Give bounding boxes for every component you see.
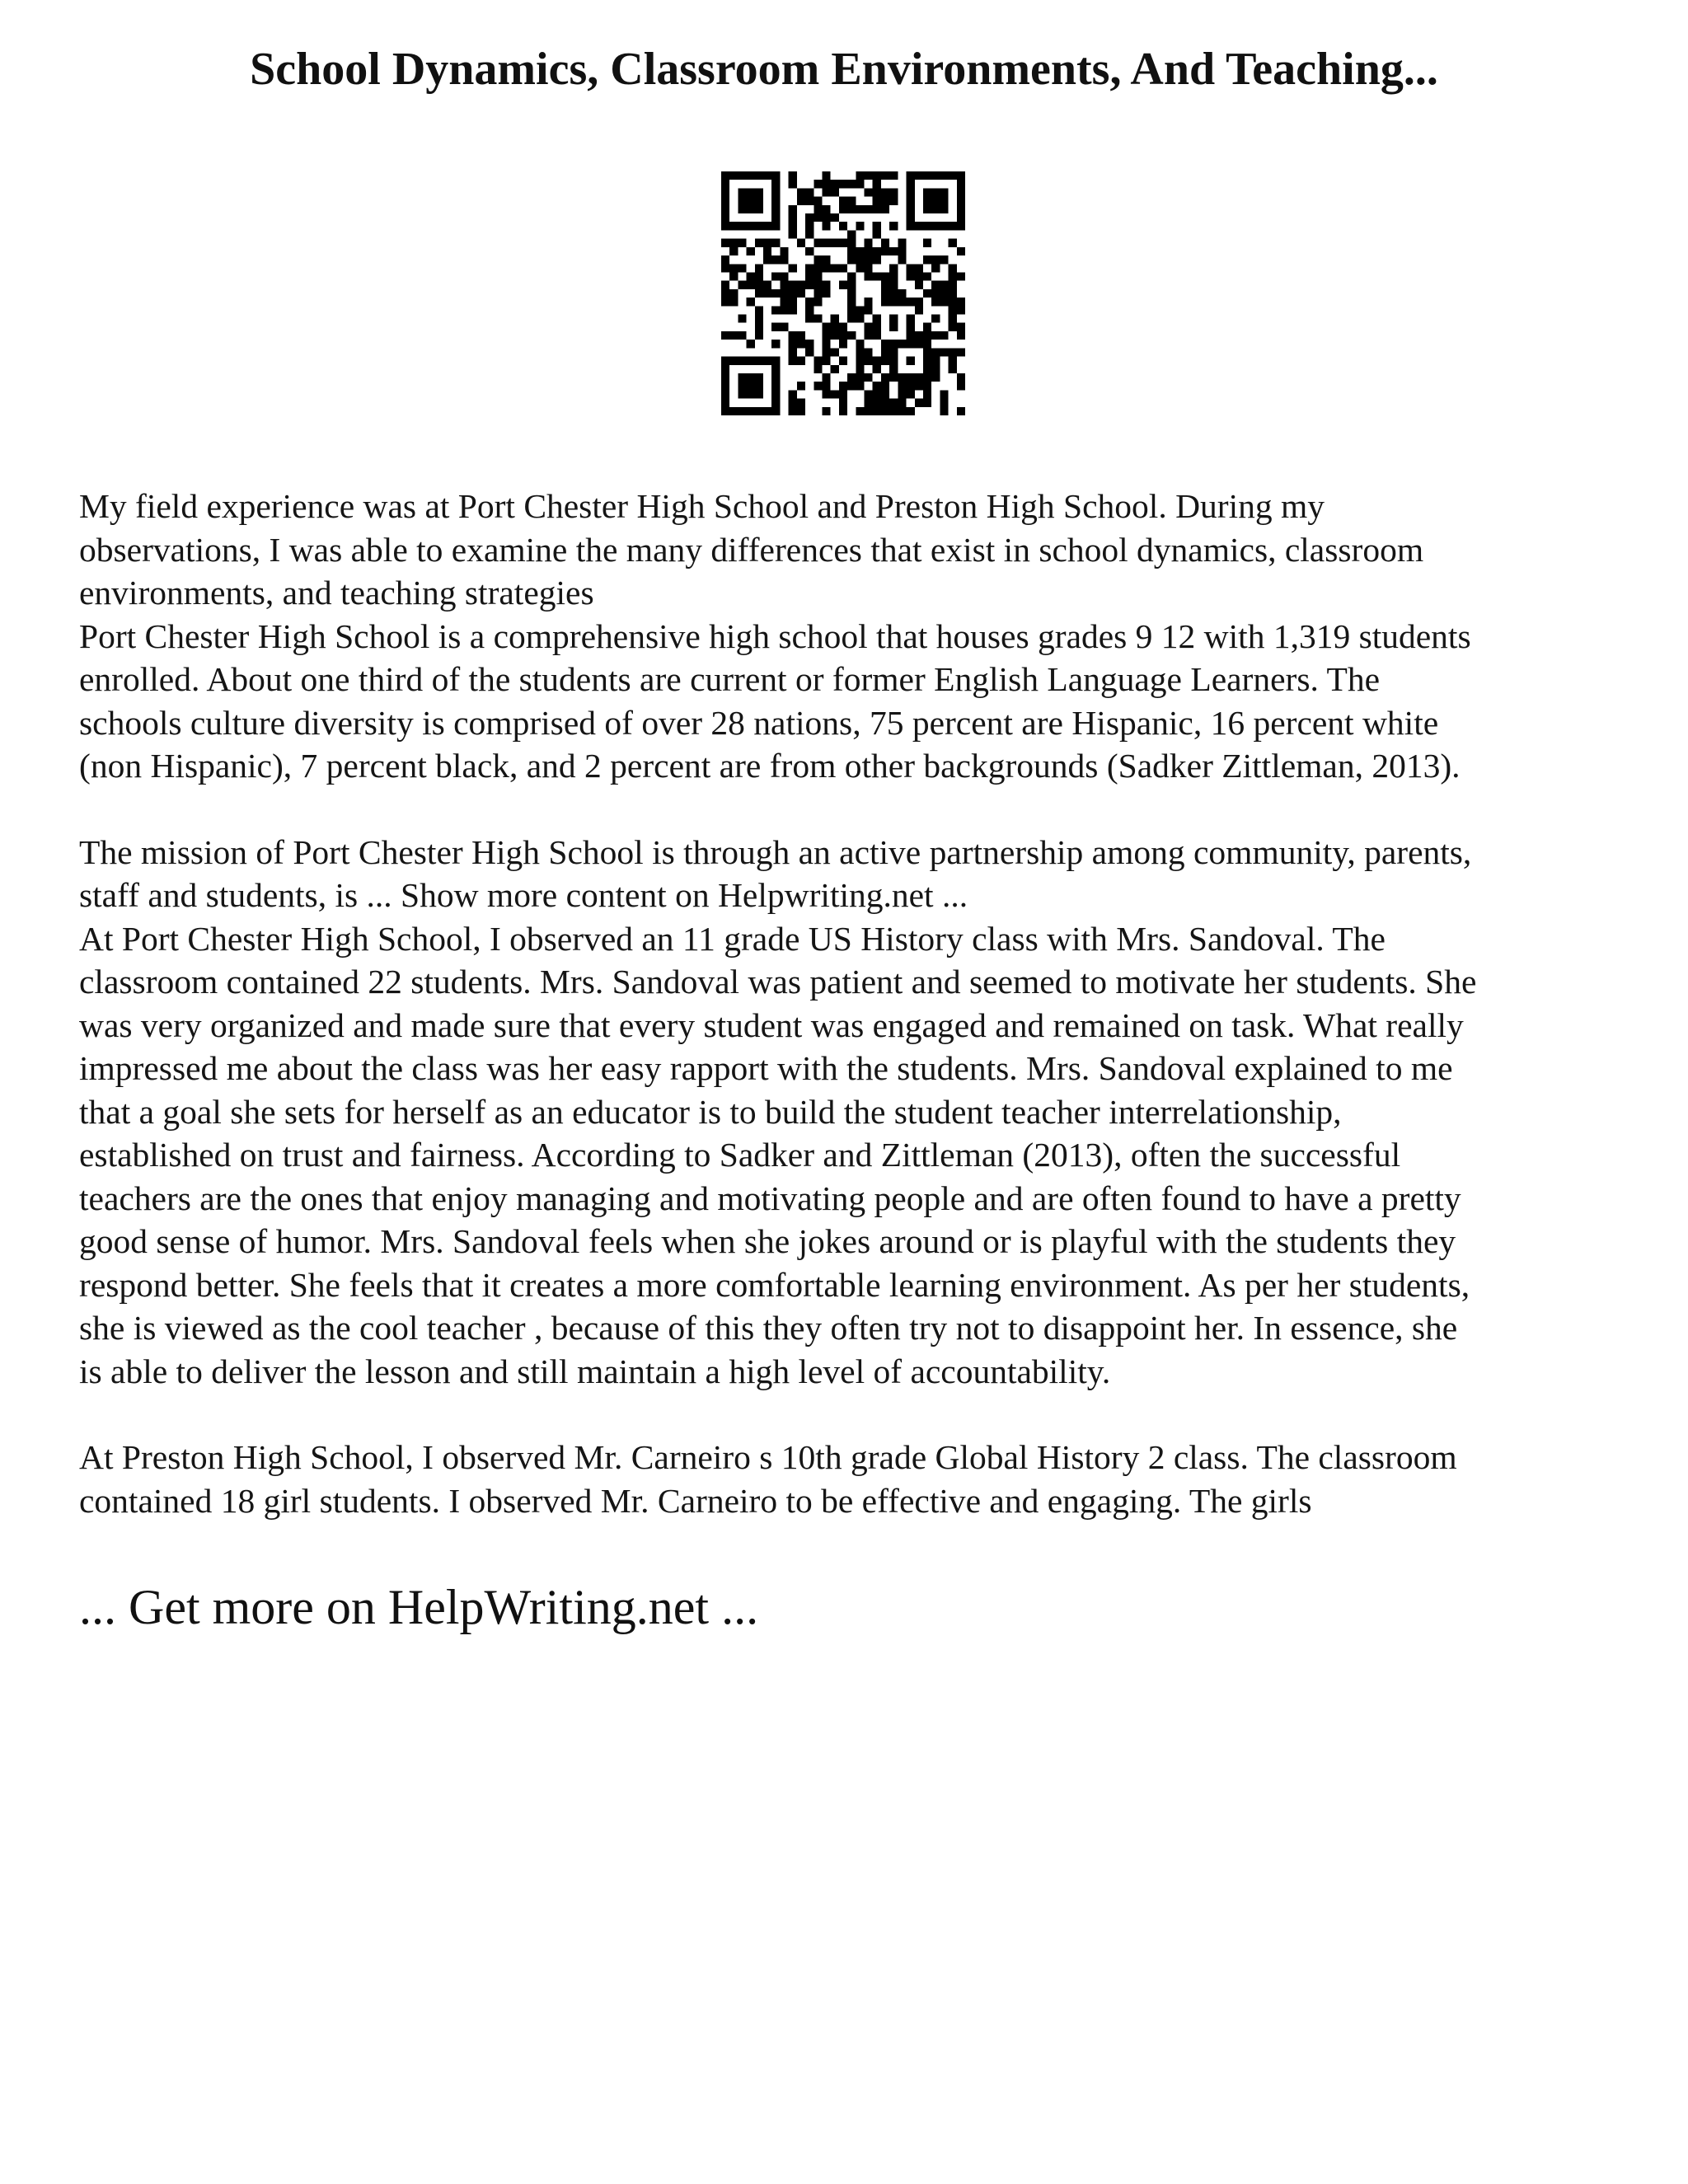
document-body [79, 485, 1629, 1522]
paragraph-intro: My field experience was at Port Chester High School and Preston High School. During my observations, I was able to examine the many differences that exist in school dynamics, classroom environments, and teaching strategies Port Chester High School is a comprehensive high school that houses grades 9 12 with 1,319 students enrolled. About one third of the students are current or former English Language Learners. The schools culture diversity is comprised of over 28 nations, 75 percent are Hispanic, 16 percent white (non Hispanic), 7 percent black, and 2 percent are from other backgrounds (Sadker Zittleman, 2013). [79, 487, 1471, 785]
get-more-link[interactable]: ... Get more on HelpWriting.net ... [79, 1580, 759, 1634]
document-title: School Dynamics, Classroom Environments, And Teaching... [250, 44, 1438, 95]
qr-code-image [721, 171, 965, 415]
paragraph-preston: At Preston High School, I observed Mr. Carneiro s 10th grade Global History 2 class. The classroom contained 18 girl students. I observed Mr. Carneiro to be effective and engaging. The girls [79, 1438, 1457, 1520]
paragraph-port-chester: The mission of Port Chester High School is through an active partnership among community, parents, staff and students, is ... Show more content on Helpwriting.net ... At Port Chester High School, I observed an 11 grade US History class with Mrs. Sandoval. The classroom contained 22 students. Mrs. Sandoval was patient and seemed to motivate her students. She was very organized and made sure that every student was engaged and remained on task. What really impressed me about the class was her easy rapport with the students. Mrs. Sandoval explained to me that a goal she sets for herself as an educator is to build the student teacher interrelationship, established on trust and fairness. According to Sadker and Zittleman (2013), often the successful teachers are the ones that enjoy managing and motivating people and are often found to have a pretty good sense of humor. Mrs. Sandoval feels when she jokes around or is playful with the students they respond better. She feels that it creates a more comfortable learning environment. As per her students, she is viewed as the cool teacher , because of this they often try not to disappoint her. In essence, she is able to deliver the lesson and still maintain a high level of accountability. [79, 832, 1477, 1390]
